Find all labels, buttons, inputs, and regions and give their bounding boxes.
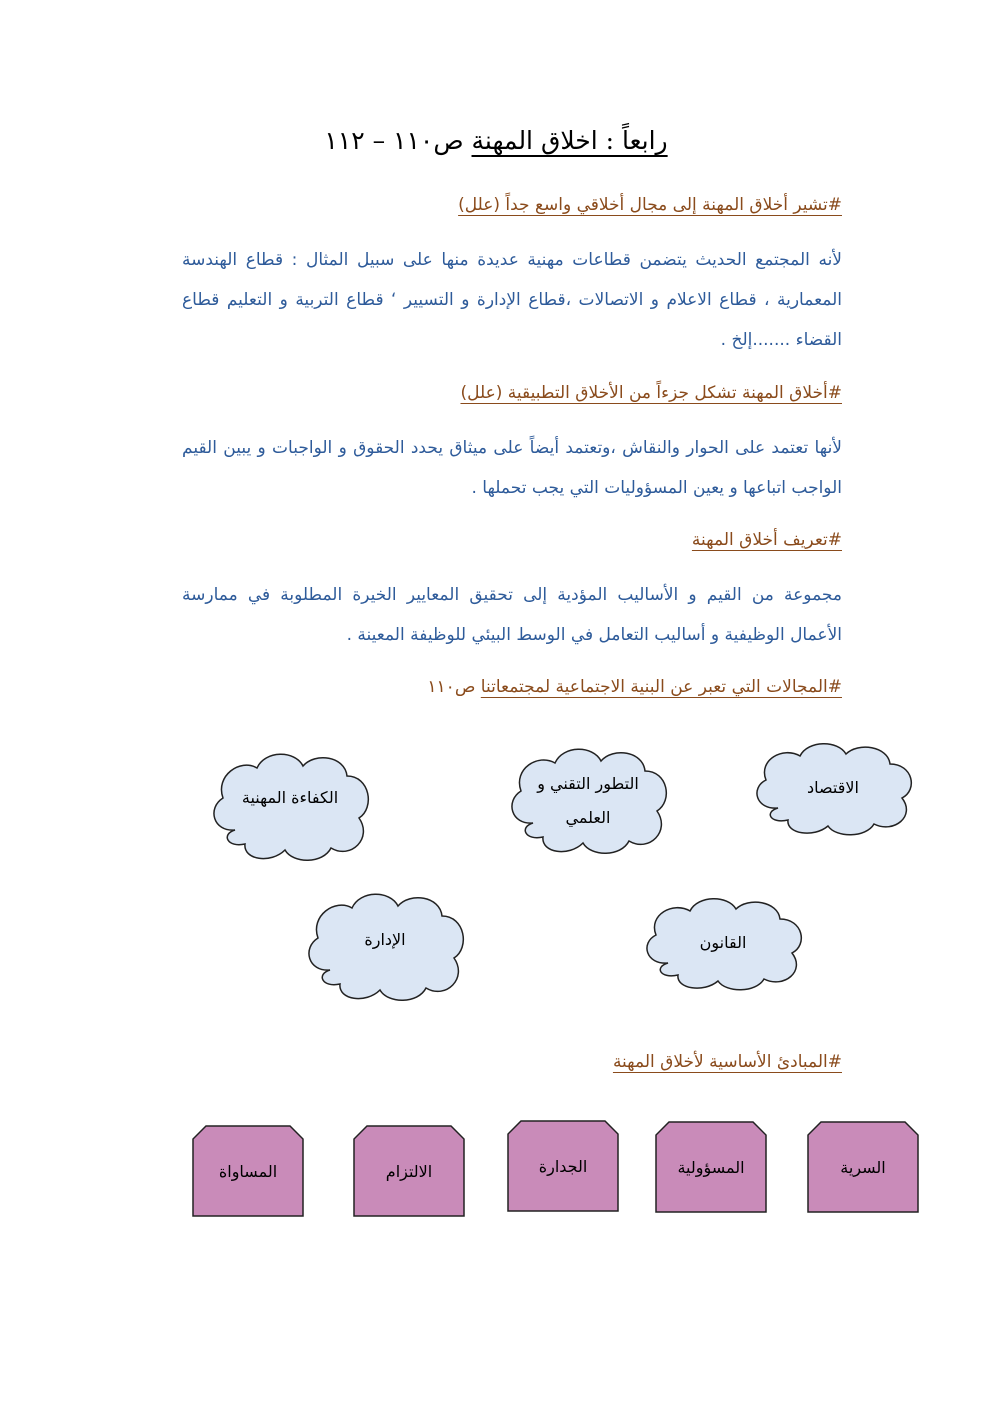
- principle-box-responsibility: [655, 1121, 767, 1213]
- cloud-law: [638, 893, 808, 993]
- principle-box-commitment: [353, 1125, 465, 1217]
- cloud-tech: [503, 743, 673, 858]
- principle-box-confidentiality: [807, 1121, 919, 1213]
- cloud-competence: [205, 748, 375, 866]
- title-main: رابعاً : اخلاق المهنة: [471, 126, 668, 155]
- principle-label: السرية: [840, 1157, 886, 1177]
- title-pages: ص١١٠ – ١١٢: [324, 126, 472, 155]
- principle-label: الالتزام: [385, 1161, 433, 1181]
- principle-label: المسؤولية: [677, 1157, 745, 1177]
- principle-label: الجدارة: [538, 1156, 588, 1176]
- cloud-management: [300, 888, 470, 1006]
- cloud-economy: [748, 738, 918, 838]
- cloud-label: الكفاءة المهنية: [241, 788, 339, 807]
- section-body-1: لأنه المجتمع الحديث يتضمن قطاعات مهنية عديدة منها على سبيل المثال : قطاع الهندسة المعمارية ، قطاع الاعلام و الاتصالات ،قطاع الإدارة و التسيير ‘ قطاع التربية و التعليم قطاع القضاء .......إلخ .: [182, 250, 842, 350]
- section-heading-3: #تعريف أخلاق المهنة: [691, 530, 842, 550]
- principle-box-equality: [192, 1125, 304, 1217]
- principles-heading: #المبادئ الأساسية لأخلاق المهنة: [612, 1052, 842, 1072]
- domains-heading: [427, 677, 842, 697]
- cloud-label: الاقتصاد: [807, 778, 859, 797]
- domains-heading-text: #المجالات التي تعبر عن البنية الاجتماعية لمجتمعاتنا: [480, 677, 842, 697]
- section-heading-2: #أخلاق المهنة تشكل جزءاً من الأخلاق التطبيقية (علل): [460, 383, 842, 403]
- cloud-label: التطور التقني و العلمي: [537, 773, 639, 827]
- cloud-label: الإدارة: [364, 930, 406, 949]
- cloud-label: القانون: [699, 933, 747, 952]
- principle-label: المساواة: [218, 1161, 278, 1181]
- domains-page-ref: ص١١٠: [427, 677, 481, 697]
- section-heading-1: #تشير أخلاق المهنة إلى مجال أخلاقي واسع جداً (علل): [458, 195, 842, 215]
- page-title: [150, 126, 842, 155]
- section-body-2: لأنها تعتمد على الحوار والنقاش ،وتعتمد أيضاً على ميثاق يحدد الحقوق و الواجبات و يبين القيم الواجب اتباعها و يعين المسؤوليات التي يجب تحملها .: [182, 438, 842, 498]
- principle-box-merit: [507, 1120, 619, 1212]
- section-body-3: مجموعة من القيم و الأساليب المؤدية إلى تحقيق المعايير الخيرة المطلوبة في ممارسة الأعمال الوظيفية و أساليب التعامل في الوسط البيئي للوظيفة المعينة .: [182, 585, 842, 645]
